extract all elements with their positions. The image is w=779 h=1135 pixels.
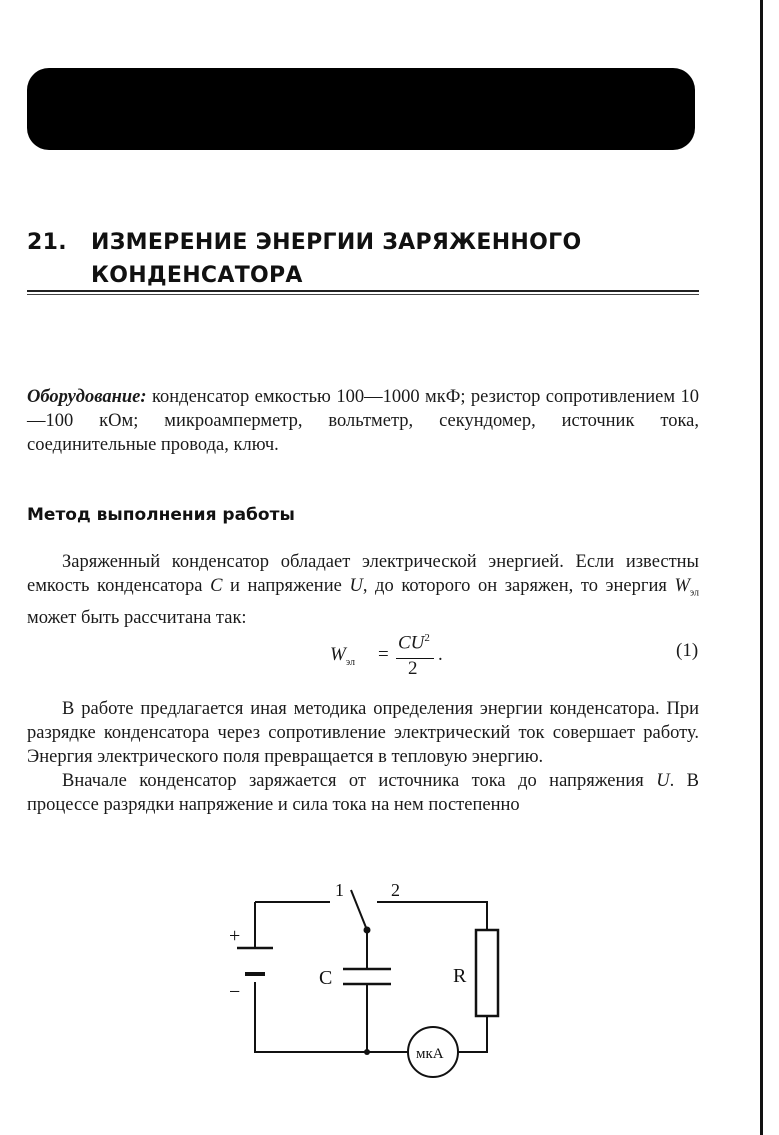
symbol-w-subscript: эл <box>689 587 699 599</box>
circuit-diagram <box>215 870 515 1090</box>
formula-lhs <box>330 644 355 668</box>
formula-period: . <box>438 644 443 665</box>
method-heading: Метод выполнения работы <box>27 505 295 525</box>
wire-top-right <box>377 902 487 930</box>
symbol-c: C <box>210 576 223 596</box>
formula-w-subscript: эл <box>345 656 355 668</box>
header-banner <box>27 68 695 150</box>
symbol-w: W <box>674 576 690 596</box>
switch-pivot <box>364 927 371 934</box>
text-run: , до которого он заряжен, то энергия <box>362 576 675 596</box>
wire-bottom-left <box>255 982 408 1052</box>
microammeter-label: мкА <box>416 1046 444 1062</box>
text-run: Заряженный конденсатор обладает электрической энергией. Если известны емкость конденсатора <box>27 552 699 596</box>
method-paragraph-1 <box>27 550 699 630</box>
formula-exponent: 2 <box>424 632 430 644</box>
heading-rule <box>27 290 699 292</box>
equation-number: (1) <box>676 640 699 661</box>
capacitor-label: C <box>319 967 333 989</box>
formula-equals: = <box>378 644 389 665</box>
formula-cu: CU <box>398 632 425 654</box>
chapter-title-line1: ИЗМЕРЕНИЕ ЭНЕРГИИ ЗАРЯЖЕННОГО <box>91 230 582 255</box>
resistor-label: R <box>453 965 467 987</box>
chapter-title-line2: КОНДЕНСАТОРА <box>91 263 303 288</box>
equipment-text: конденсатор емкостью 100—1000 мкФ; резистор сопротивлением 10—100 кОм; микроамперметр, вольтметр, секундомер, источник тока, соединительные провода, ключ. <box>27 387 699 455</box>
resistor <box>476 930 498 1016</box>
text-run: Вначале конденсатор заряжается от источника тока до напряжения <box>62 771 657 791</box>
energy-formula <box>310 632 510 682</box>
switch-position-1: 1 <box>335 880 344 900</box>
method-paragraph-3 <box>27 769 699 817</box>
formula-w: W <box>330 644 346 665</box>
formula-numerator <box>398 632 430 654</box>
junction-dot <box>364 1049 370 1055</box>
battery-minus-sign: − <box>229 981 241 1003</box>
symbol-u: U <box>656 771 670 791</box>
formula-denominator: 2 <box>408 658 418 679</box>
text-run: . В процессе разрядки напряжение и сила тока на нем постепенно <box>27 771 699 815</box>
switch-blade <box>351 890 367 930</box>
battery-plus-sign: + <box>229 925 241 947</box>
wire-right-bottom <box>458 1016 487 1052</box>
symbol-u: U <box>349 576 363 596</box>
page-edge <box>760 0 779 1135</box>
text-run: может быть рассчитана так: <box>27 607 247 628</box>
text-run: и напряжение <box>222 576 350 596</box>
method-paragraph-2: В работе предлагается иная методика определения энергии конденсатора. При разрядке конденсатора через сопротивление электрический ток совершает работу. Энергия электрического поля превращается в тепловую энергию. <box>27 699 699 767</box>
equipment-paragraph <box>27 385 699 457</box>
chapter-number: 21. <box>27 230 67 255</box>
heading-rule-thin <box>27 294 699 295</box>
switch-position-2: 2 <box>391 880 400 900</box>
equipment-label: Оборудование: <box>27 387 147 407</box>
